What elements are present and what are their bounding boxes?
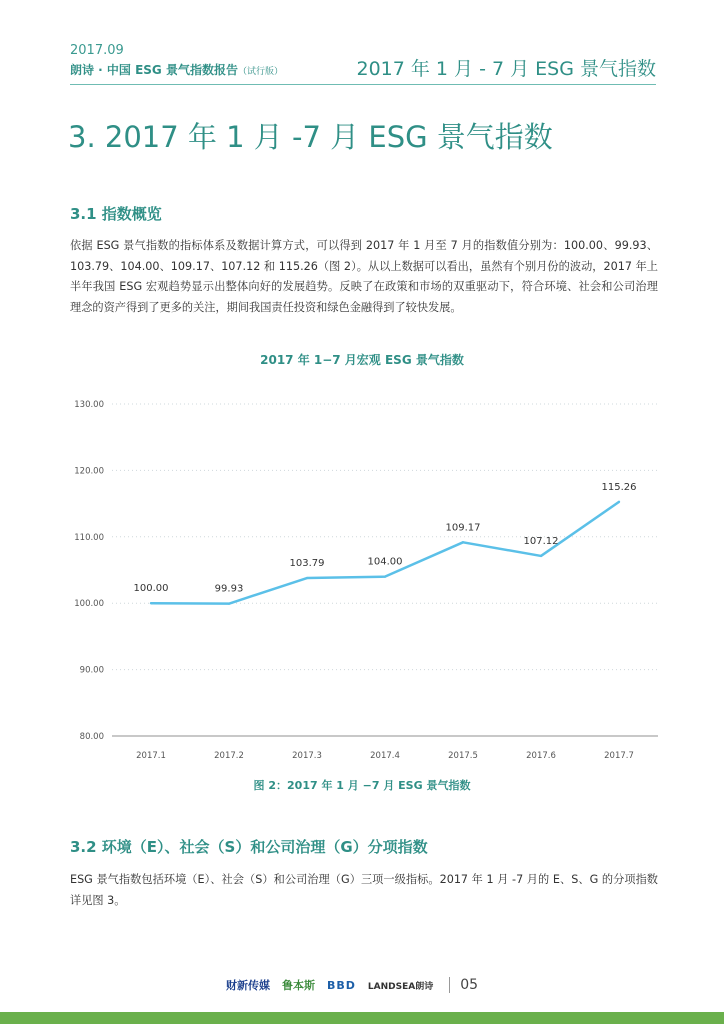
logo-rubens: 鲁本斯 [282,979,315,992]
logo-landsea: LANDSEA朗诗 [367,981,434,992]
x-tick-label: 2017.7 [604,751,634,761]
header-divider [70,84,656,85]
x-tick-label: 2017.5 [448,751,478,761]
esg-paragraph: ESG 景气指数包括环境（E）、社会（S）和公司治理（G）三项一级指标。2017 年 1 月 -7 月的 E、S、G 的分项指数详见图 3。 [70,873,658,907]
data-point [228,602,230,604]
page-number: 05 [449,977,478,993]
footer [226,973,478,997]
section-title: 3. 2017 年 1 月 -7 月 ESG 景气指数 [68,120,553,154]
data-label: 100.00 [133,583,169,595]
y-tick-label: 100.00 [74,599,104,610]
logo-caixin: 财新传媒 [226,979,270,992]
header-right-title: 2017 年 1 月 - 7 月 ESG 景气指数 [356,58,656,80]
data-label: 109.17 [445,522,481,534]
header-subtitle-text: 朗诗 · 中国 ESG 景气指数报告 [70,63,238,77]
data-point [150,602,152,604]
data-point [384,575,386,577]
y-tick-label: 110.00 [74,532,104,543]
data-point [306,577,308,579]
y-tick-label: 130.00 [74,400,104,410]
x-tick-label: 2017.4 [370,751,400,761]
x-tick-label: 2017.2 [214,751,244,761]
data-label: 115.26 [601,481,637,493]
x-tick-label: 2017.3 [292,751,322,761]
chart-title: 2017 年 1−7 月宏观 ESG 景气指数 [260,353,464,367]
subsection-title-overview: 3.1 指数概览 [70,205,162,223]
line-chart [0,380,724,770]
header-subtitle [70,61,283,78]
data-point [540,555,542,557]
data-label: 104.00 [367,556,403,568]
data-point [618,501,620,503]
data-label: 99.93 [214,583,244,595]
subsection-title-esg: 3.2 环境（E）、社会（S）和公司治理（G）分项指数 [70,838,428,856]
figure-caption: 图 2：2017 年 1 月 −7 月 ESG 景气指数 [253,779,471,792]
data-label: 103.79 [289,558,325,570]
data-label: 107.12 [523,535,559,547]
logo-bbd: BBD [327,978,356,992]
x-tick-label: 2017.6 [526,751,556,761]
y-tick-label: 120.00 [74,466,104,477]
data-point [462,541,464,543]
x-tick-label: 2017.1 [136,751,166,761]
header-date: 2017.09 [70,43,124,58]
bottom-bar [0,1012,724,1024]
header-subtitle-note: （试行版） [237,67,283,77]
y-tick-label: 90.00 [79,665,104,676]
overview-paragraph: 依据 ESG 景气指数的指标体系及数据计算方式，可以得到 2017 年 1 月至 7 月的指数值分别为：100.00、99.93、103.79、104.00、109.17、107.12 和 115.26（图 2）。从以上数据可以看出，虽然有个别月份的波动，2017 年上半年我国 ESG 宏观趋势显示出整体向好的发展趋势。反映了在政策和市场的双重驱动下，符合环境、社会和公司治理理念的资产得到了更多的关注，期间我国责任投资和绿色金融得到了较快发展。 [70,239,658,314]
y-tick-label: 80.00 [79,732,104,742]
